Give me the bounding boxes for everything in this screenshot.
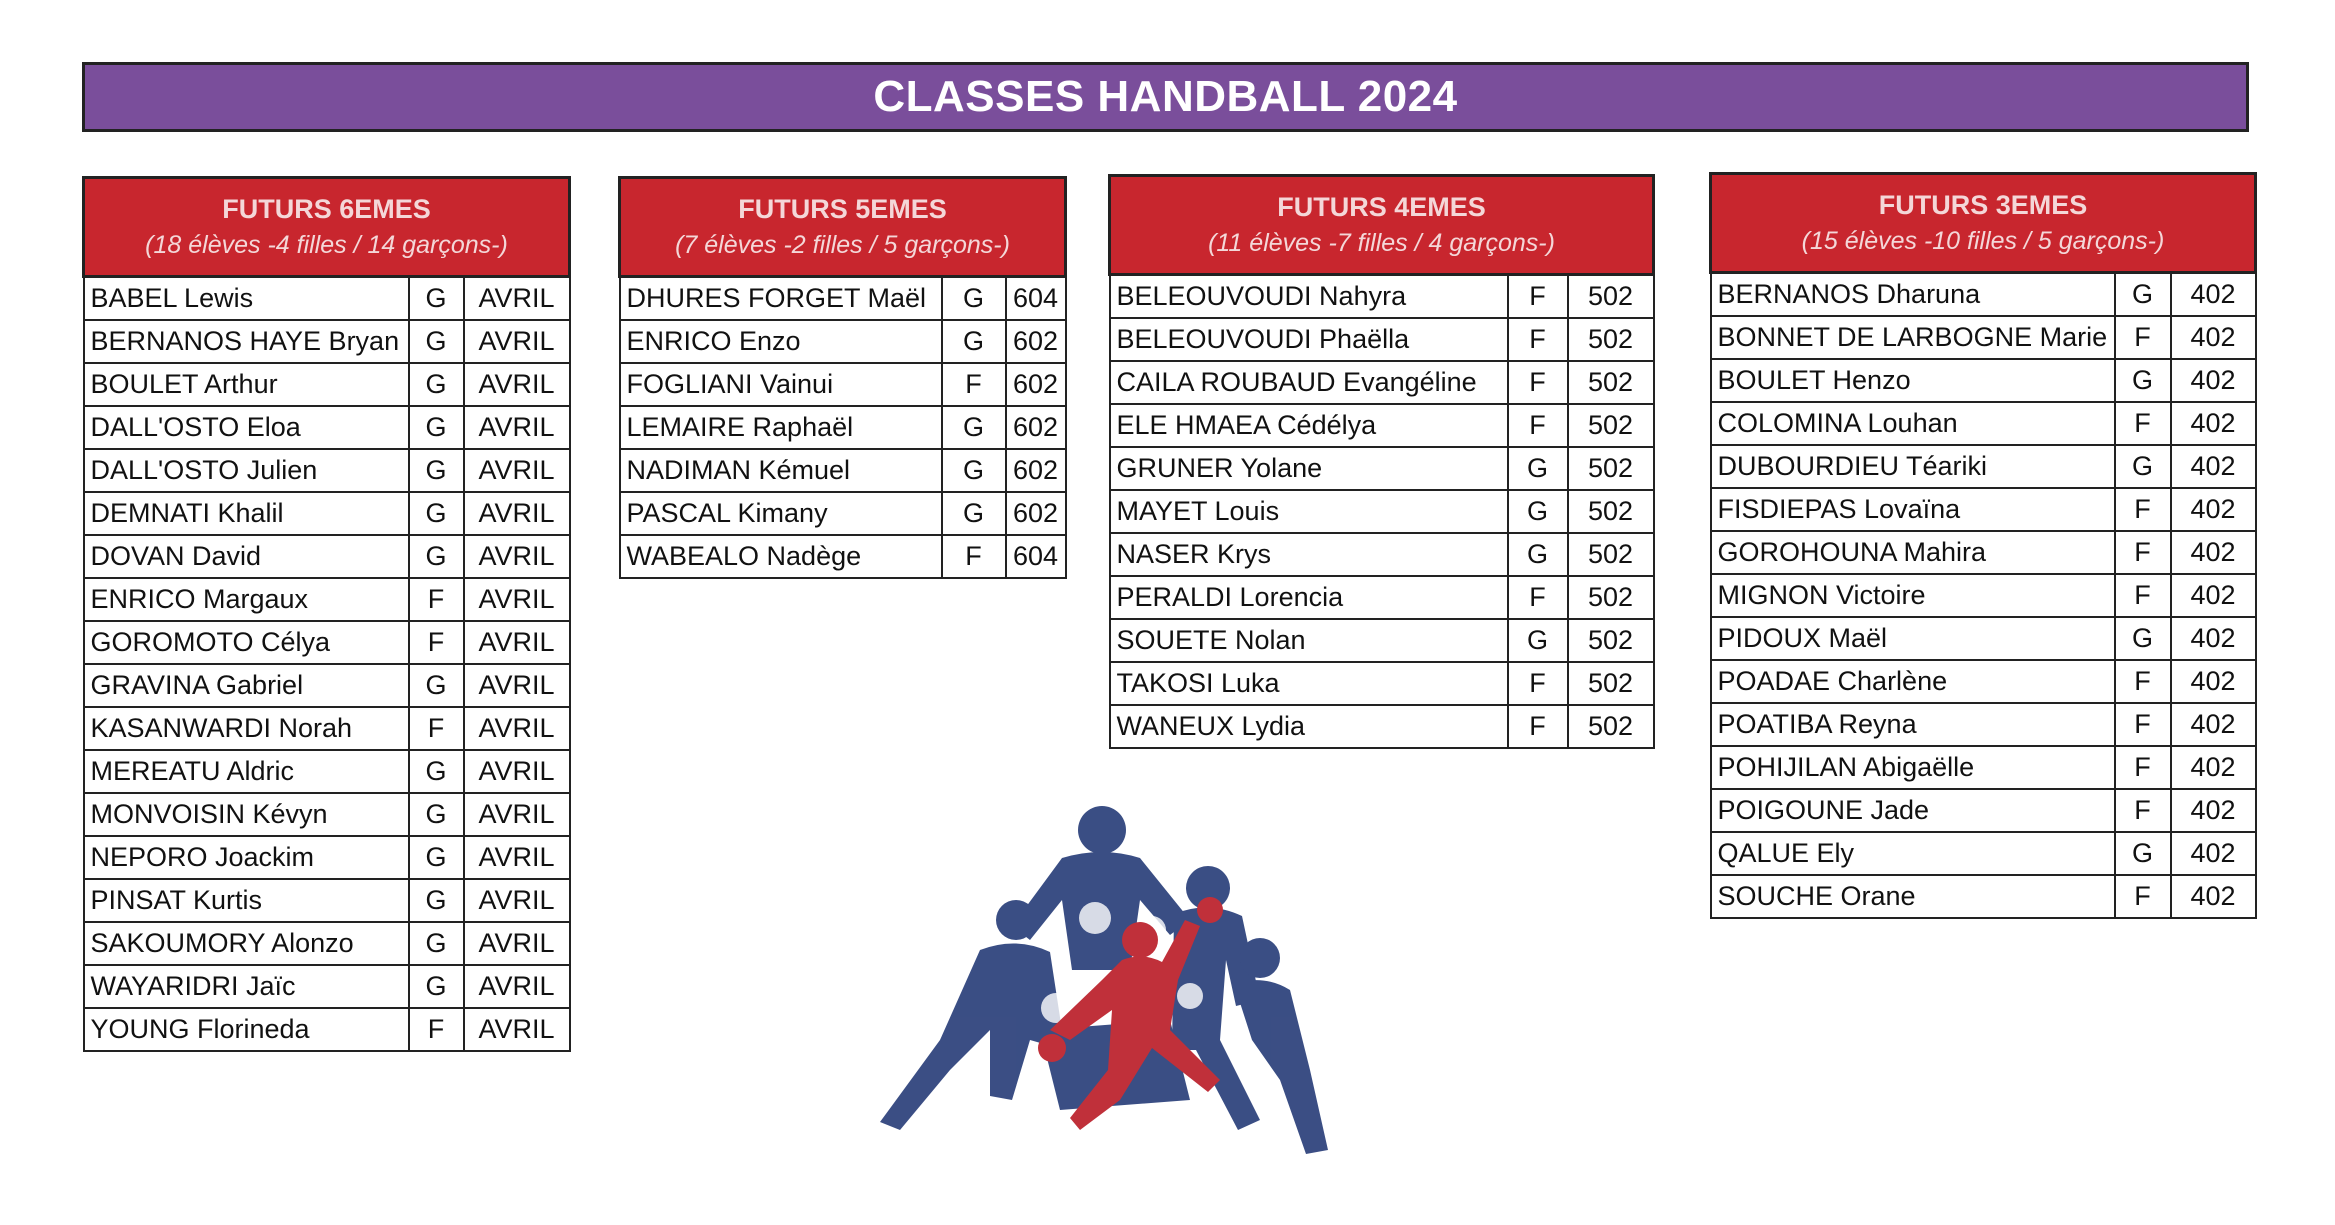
- student-sex: G: [942, 406, 1006, 449]
- student-class: 602: [1006, 449, 1066, 492]
- student-sex: G: [409, 922, 464, 965]
- student-name: ENRICO Enzo: [620, 320, 942, 363]
- student-sex: F: [2115, 660, 2171, 703]
- student-name: KASANWARDI Norah: [84, 707, 409, 750]
- student-name: MIGNON Victoire: [1711, 574, 2115, 617]
- student-table: [1108, 174, 1655, 749]
- student-sex: G: [2115, 445, 2171, 488]
- student-name: POIGOUNE Jade: [1711, 789, 2115, 832]
- table-row: [1711, 574, 2256, 617]
- student-class: 602: [1006, 406, 1066, 449]
- student-sex: F: [942, 363, 1006, 406]
- student-name: SAKOUMORY Alonzo: [84, 922, 409, 965]
- student-name: FISDIEPAS Lovaïna: [1711, 488, 2115, 531]
- student-sex: F: [2115, 574, 2171, 617]
- student-class: AVRIL: [464, 363, 570, 406]
- student-name: BABEL Lewis: [84, 277, 409, 321]
- class-block-6emes: [82, 176, 568, 1052]
- student-class: AVRIL: [464, 621, 570, 664]
- student-sex: F: [409, 707, 464, 750]
- student-name: BERNANOS Dharuna: [1711, 273, 2115, 317]
- student-sex: F: [1508, 662, 1568, 705]
- table-row: [84, 879, 570, 922]
- table-row: [1110, 490, 1654, 533]
- table-row: [1711, 359, 2256, 402]
- table-header: [84, 178, 570, 277]
- student-class: 402: [2171, 531, 2256, 574]
- table-row: [620, 320, 1066, 363]
- student-class: AVRIL: [464, 320, 570, 363]
- student-sex: F: [1508, 705, 1568, 748]
- table-row: [84, 621, 570, 664]
- student-class: 402: [2171, 875, 2256, 918]
- handball-players-illustration: [840, 800, 1360, 1170]
- table-row: [84, 363, 570, 406]
- student-class: 502: [1568, 447, 1654, 490]
- student-class: AVRIL: [464, 750, 570, 793]
- student-sex: F: [1508, 404, 1568, 447]
- table-row: [1110, 662, 1654, 705]
- student-sex: G: [942, 277, 1006, 321]
- student-sex: F: [1508, 275, 1568, 319]
- student-class: 402: [2171, 402, 2256, 445]
- table-row: [84, 492, 570, 535]
- student-name: PASCAL Kimany: [620, 492, 942, 535]
- student-name: PERALDI Lorencia: [1110, 576, 1508, 619]
- student-sex: G: [409, 879, 464, 922]
- student-sex: G: [1508, 533, 1568, 576]
- table-row: [84, 277, 570, 321]
- student-name: BERNANOS HAYE Bryan: [84, 320, 409, 363]
- student-class: AVRIL: [464, 664, 570, 707]
- student-sex: F: [2115, 488, 2171, 531]
- student-sex: F: [2115, 402, 2171, 445]
- student-sex: G: [942, 449, 1006, 492]
- student-class: 602: [1006, 320, 1066, 363]
- header-title: FUTURS 5EMES: [738, 194, 947, 224]
- student-sex: G: [2115, 359, 2171, 402]
- student-name: DALL'OSTO Eloa: [84, 406, 409, 449]
- student-class: AVRIL: [464, 406, 570, 449]
- student-sex: F: [2115, 531, 2171, 574]
- table-row: [1711, 273, 2256, 317]
- student-name: SOUCHE Orane: [1711, 875, 2115, 918]
- student-sex: F: [942, 535, 1006, 578]
- table-header: [620, 178, 1066, 277]
- student-class: AVRIL: [464, 535, 570, 578]
- table-row: [84, 1008, 570, 1051]
- table-row: [1711, 488, 2256, 531]
- student-name: MAYET Louis: [1110, 490, 1508, 533]
- student-name: BOULET Henzo: [1711, 359, 2115, 402]
- student-name: GOROMOTO Célya: [84, 621, 409, 664]
- table-row: [84, 449, 570, 492]
- table-row: [84, 836, 570, 879]
- student-class: AVRIL: [464, 277, 570, 321]
- table-row: [84, 707, 570, 750]
- student-class: 502: [1568, 705, 1654, 748]
- table-row: [1711, 746, 2256, 789]
- student-class: 402: [2171, 703, 2256, 746]
- header-title: FUTURS 4EMES: [1277, 192, 1486, 222]
- student-sex: G: [409, 406, 464, 449]
- header-title: FUTURS 3EMES: [1878, 190, 2088, 220]
- student-class: 402: [2171, 832, 2256, 875]
- student-class: 402: [2171, 273, 2256, 317]
- student-sex: G: [409, 449, 464, 492]
- table-row: [1110, 361, 1654, 404]
- student-name: DUBOURDIEU Téariki: [1711, 445, 2115, 488]
- student-name: NEPORO Joackim: [84, 836, 409, 879]
- student-name: CAILA ROUBAUD Evangéline: [1110, 361, 1508, 404]
- table-row: [1110, 318, 1654, 361]
- table-header: [1711, 174, 2256, 273]
- table-row: [1711, 402, 2256, 445]
- page-title: CLASSES HANDBALL 2024: [873, 72, 1458, 121]
- table-row: [1711, 316, 2256, 359]
- student-sex: G: [409, 535, 464, 578]
- student-sex: G: [409, 664, 464, 707]
- class-block-5emes: [618, 176, 1064, 579]
- student-class: 402: [2171, 359, 2256, 402]
- table-row: [84, 578, 570, 621]
- table-row: [1110, 404, 1654, 447]
- student-class: 502: [1568, 361, 1654, 404]
- table-row: [1711, 660, 2256, 703]
- student-class: AVRIL: [464, 965, 570, 1008]
- student-class: 402: [2171, 574, 2256, 617]
- student-name: NADIMAN Kémuel: [620, 449, 942, 492]
- student-sex: G: [942, 492, 1006, 535]
- table-row: [620, 277, 1066, 321]
- student-name: GRAVINA Gabriel: [84, 664, 409, 707]
- table-row: [1110, 619, 1654, 662]
- student-name: GRUNER Yolane: [1110, 447, 1508, 490]
- student-sex: G: [2115, 617, 2171, 660]
- student-sex: G: [409, 836, 464, 879]
- student-sex: G: [1508, 490, 1568, 533]
- student-class: 402: [2171, 445, 2256, 488]
- student-sex: F: [2115, 703, 2171, 746]
- student-class: 502: [1568, 275, 1654, 319]
- student-name: PINSAT Kurtis: [84, 879, 409, 922]
- student-sex: F: [2115, 316, 2171, 359]
- student-class: AVRIL: [464, 707, 570, 750]
- table-row: [1110, 705, 1654, 748]
- student-sex: G: [1508, 619, 1568, 662]
- student-sex: F: [1508, 361, 1568, 404]
- table-row: [84, 922, 570, 965]
- student-name: LEMAIRE Raphaël: [620, 406, 942, 449]
- student-name: QALUE Ely: [1711, 832, 2115, 875]
- table-row: [84, 535, 570, 578]
- header-subtitle: (7 élèves -2 filles / 5 garçons-): [675, 231, 1010, 259]
- student-name: WANEUX Lydia: [1110, 705, 1508, 748]
- student-class: 402: [2171, 488, 2256, 531]
- student-class: 402: [2171, 746, 2256, 789]
- student-sex: F: [2115, 746, 2171, 789]
- student-class: 502: [1568, 404, 1654, 447]
- student-name: PIDOUX Maël: [1711, 617, 2115, 660]
- student-name: DHURES FORGET Maël: [620, 277, 942, 321]
- student-sex: F: [409, 578, 464, 621]
- student-class: AVRIL: [464, 836, 570, 879]
- table-header: [1110, 176, 1654, 275]
- student-class: 502: [1568, 318, 1654, 361]
- student-class: 502: [1568, 490, 1654, 533]
- student-name: ELE HMAEA Cédélya: [1110, 404, 1508, 447]
- table-row: [84, 320, 570, 363]
- table-row: [84, 406, 570, 449]
- student-name: TAKOSI Luka: [1110, 662, 1508, 705]
- handball-players-icon: [840, 800, 1360, 1170]
- table-row: [1711, 789, 2256, 832]
- student-class: 502: [1568, 533, 1654, 576]
- student-class: AVRIL: [464, 793, 570, 836]
- student-sex: F: [409, 1008, 464, 1051]
- student-table: [618, 176, 1067, 579]
- student-sex: G: [409, 492, 464, 535]
- student-sex: G: [2115, 273, 2171, 317]
- student-sex: G: [409, 793, 464, 836]
- table-row: [1711, 531, 2256, 574]
- student-class: 604: [1006, 277, 1066, 321]
- student-name: DOVAN David: [84, 535, 409, 578]
- student-name: DEMNATI Khalil: [84, 492, 409, 535]
- header-subtitle: (18 élèves -4 filles / 14 garçons-): [145, 231, 508, 259]
- student-sex: F: [2115, 789, 2171, 832]
- student-sex: F: [1508, 576, 1568, 619]
- student-sex: F: [2115, 875, 2171, 918]
- student-sex: G: [409, 750, 464, 793]
- table-row: [620, 363, 1066, 406]
- header-subtitle: (11 élèves -7 filles / 4 garçons-): [1208, 229, 1555, 257]
- student-class: 502: [1568, 576, 1654, 619]
- table-row: [84, 750, 570, 793]
- student-name: YOUNG Florineda: [84, 1008, 409, 1051]
- title-banner: [82, 62, 2249, 132]
- table-row: [1711, 703, 2256, 746]
- class-block-3emes: [1709, 172, 2254, 919]
- table-row: [1711, 875, 2256, 918]
- student-sex: F: [409, 621, 464, 664]
- student-class: 502: [1568, 662, 1654, 705]
- student-table: [1709, 172, 2257, 919]
- student-class: AVRIL: [464, 922, 570, 965]
- student-class: 402: [2171, 789, 2256, 832]
- student-table: [82, 176, 571, 1052]
- student-sex: G: [942, 320, 1006, 363]
- student-class: 602: [1006, 492, 1066, 535]
- student-sex: G: [409, 277, 464, 321]
- student-name: DALL'OSTO Julien: [84, 449, 409, 492]
- class-block-4emes: [1108, 174, 1652, 749]
- student-class: 604: [1006, 535, 1066, 578]
- student-name: WAYARIDRI Jaïc: [84, 965, 409, 1008]
- student-sex: G: [409, 965, 464, 1008]
- student-name: BELEOUVOUDI Nahyra: [1110, 275, 1508, 319]
- student-name: BELEOUVOUDI Phaëlla: [1110, 318, 1508, 361]
- student-name: SOUETE Nolan: [1110, 619, 1508, 662]
- student-sex: G: [409, 363, 464, 406]
- table-row: [620, 406, 1066, 449]
- student-name: ENRICO Margaux: [84, 578, 409, 621]
- table-row: [84, 965, 570, 1008]
- student-sex: F: [1508, 318, 1568, 361]
- table-row: [620, 492, 1066, 535]
- student-name: FOGLIANI Vainui: [620, 363, 942, 406]
- student-name: WABEALO Nadège: [620, 535, 942, 578]
- student-sex: G: [1508, 447, 1568, 490]
- student-name: GOROHOUNA Mahira: [1711, 531, 2115, 574]
- student-class: 402: [2171, 660, 2256, 703]
- student-sex: G: [409, 320, 464, 363]
- table-row: [1110, 447, 1654, 490]
- student-name: MONVOISIN Kévyn: [84, 793, 409, 836]
- student-sex: G: [2115, 832, 2171, 875]
- student-class: AVRIL: [464, 879, 570, 922]
- student-name: NASER Krys: [1110, 533, 1508, 576]
- table-row: [1110, 275, 1654, 319]
- student-class: 402: [2171, 316, 2256, 359]
- header-title: FUTURS 6EMES: [222, 194, 431, 224]
- table-row: [84, 793, 570, 836]
- table-row: [1711, 617, 2256, 660]
- table-row: [84, 664, 570, 707]
- header-subtitle: (15 élèves -10 filles / 5 garçons-): [1801, 227, 2165, 255]
- student-class: 602: [1006, 363, 1066, 406]
- student-name: POATIBA Reyna: [1711, 703, 2115, 746]
- student-class: 502: [1568, 619, 1654, 662]
- student-class: AVRIL: [464, 449, 570, 492]
- student-class: AVRIL: [464, 578, 570, 621]
- student-name: POADAE Charlène: [1711, 660, 2115, 703]
- student-name: POHIJILAN Abigaëlle: [1711, 746, 2115, 789]
- table-row: [1110, 576, 1654, 619]
- student-name: BOULET Arthur: [84, 363, 409, 406]
- student-name: BONNET DE LARBOGNE Marie: [1711, 316, 2115, 359]
- student-class: AVRIL: [464, 1008, 570, 1051]
- table-row: [620, 535, 1066, 578]
- table-row: [1711, 445, 2256, 488]
- student-name: COLOMINA Louhan: [1711, 402, 2115, 445]
- student-name: MEREATU Aldric: [84, 750, 409, 793]
- student-class: 402: [2171, 617, 2256, 660]
- student-class: AVRIL: [464, 492, 570, 535]
- table-row: [620, 449, 1066, 492]
- table-row: [1110, 533, 1654, 576]
- table-row: [1711, 832, 2256, 875]
